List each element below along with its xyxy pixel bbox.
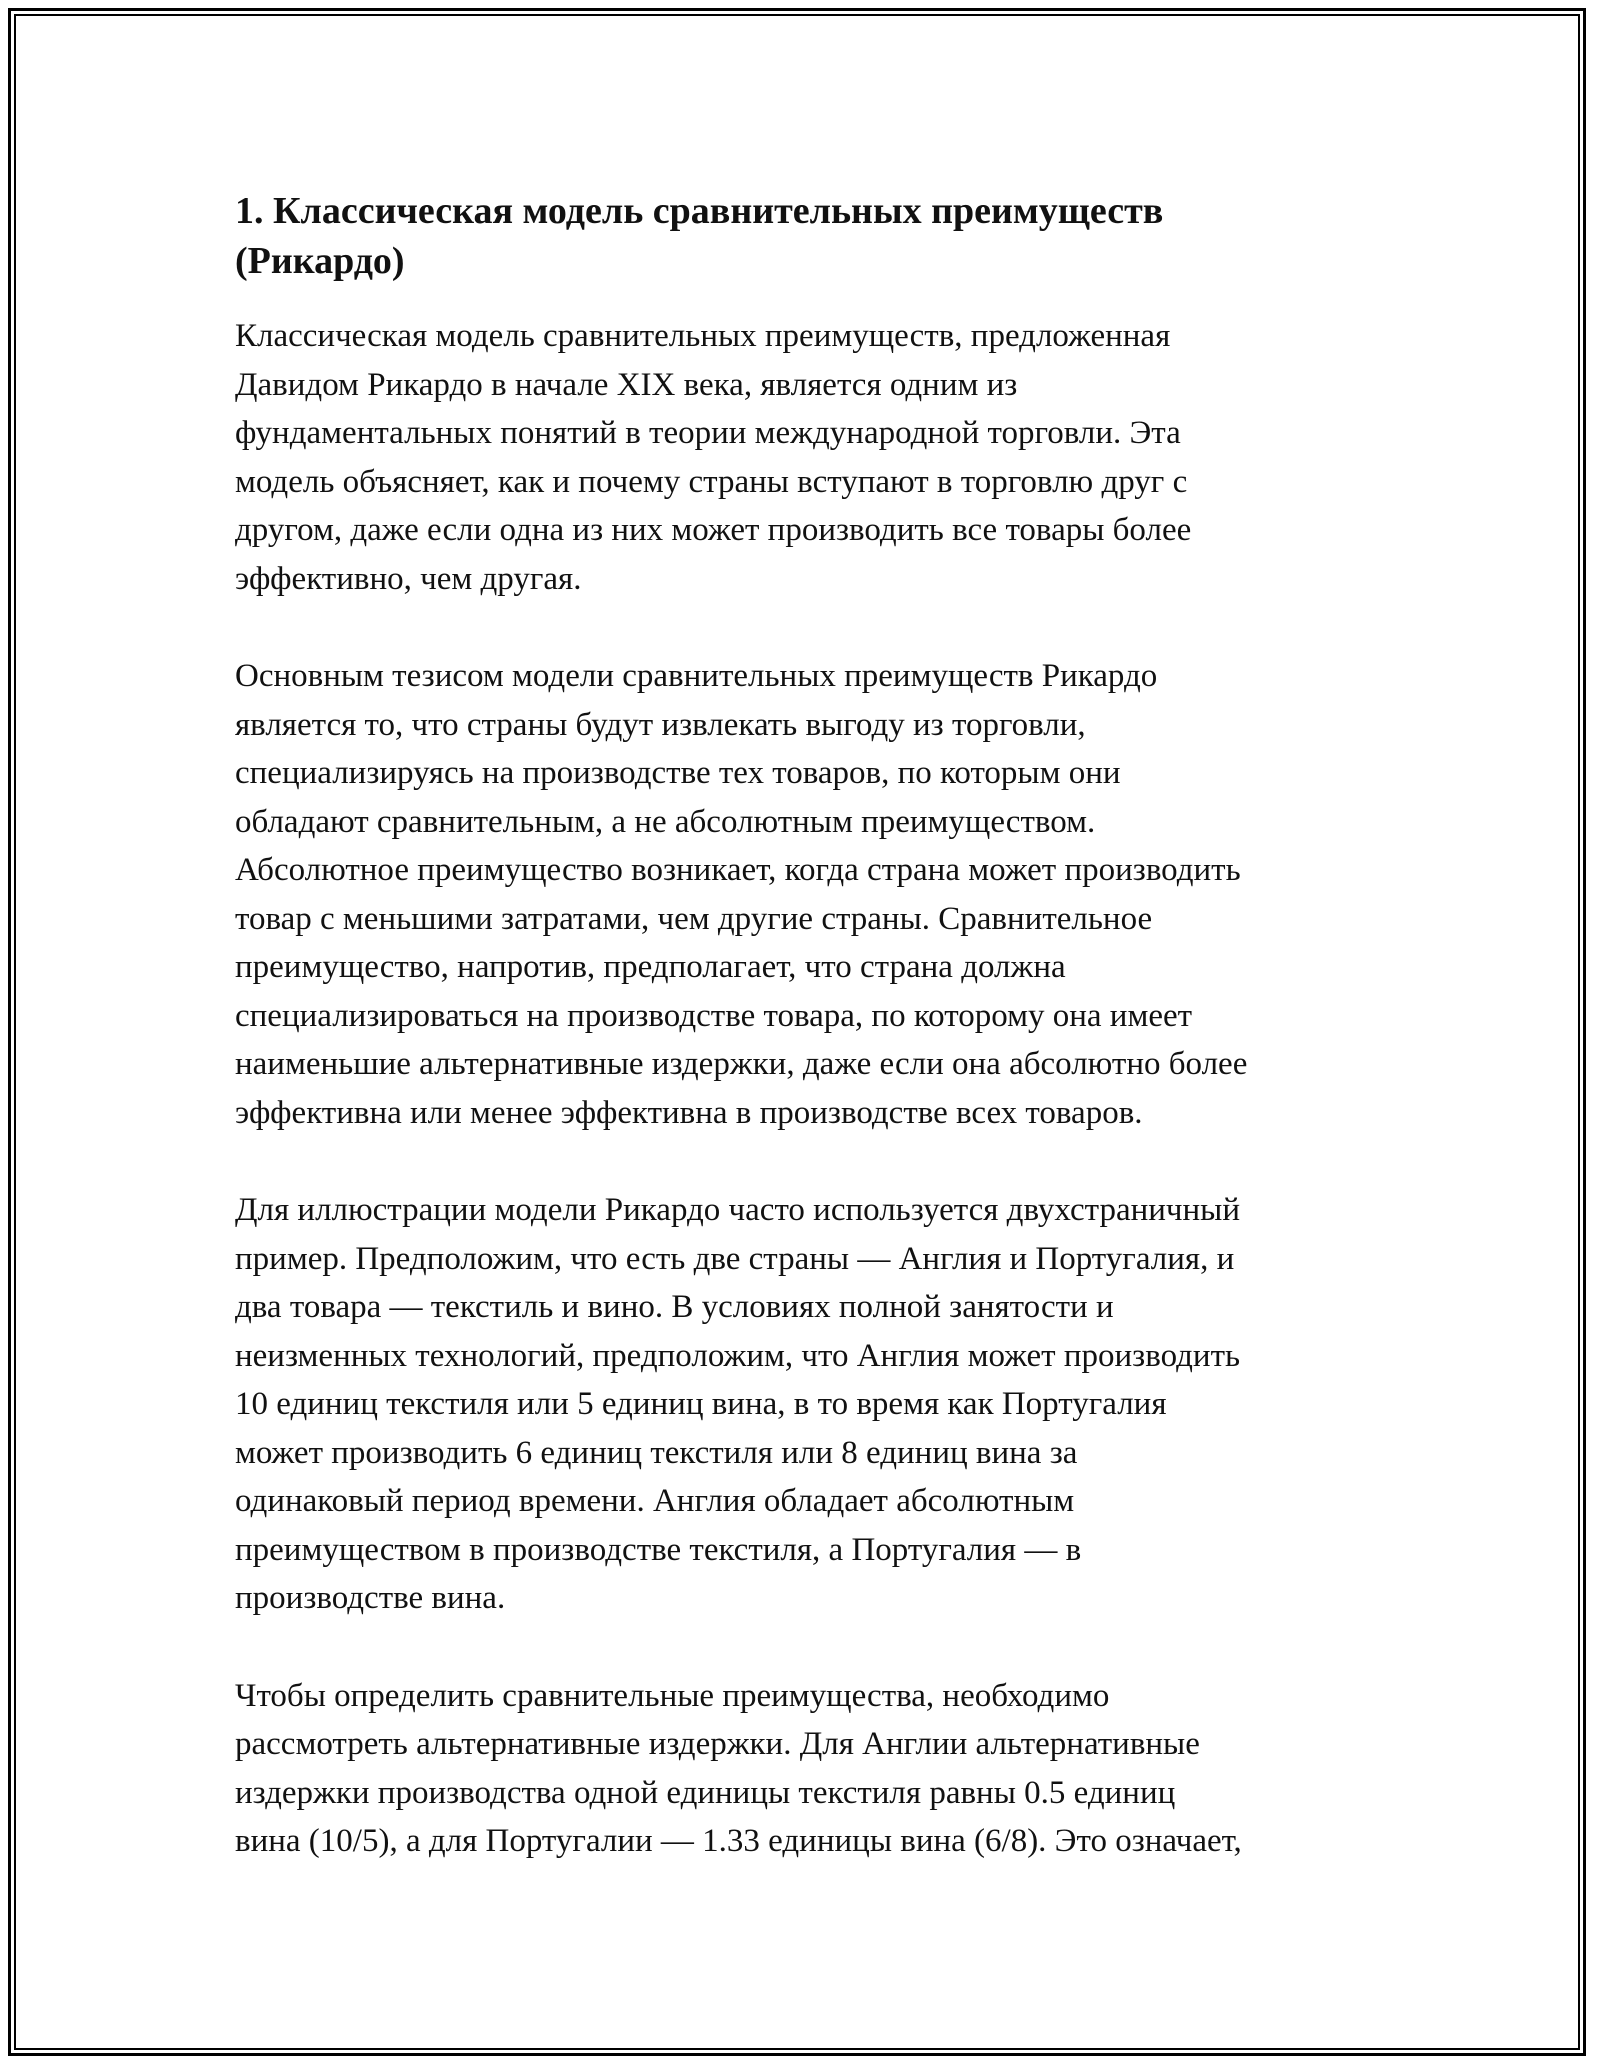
paragraph-line: Основным тезисом модели сравнительных преимуществ Рикардо <box>235 658 1158 694</box>
paragraph-line: специализироваться на производстве товара, по которому она имеет <box>235 997 1193 1034</box>
paragraph-line: производстве вина. <box>235 1580 506 1616</box>
paragraph-line: эффективна или менее эффективна в производстве всех товаров. <box>235 1094 1143 1131</box>
section-heading-line-2: (Рикардо) <box>235 240 405 282</box>
paragraph-line: эффективно, чем другая. <box>235 560 582 597</box>
document-content <box>235 186 1375 1915</box>
paragraph-2 <box>235 652 1375 1137</box>
paragraph-line: пример. Предположим, что есть две страны — Англия и Португалия, и <box>235 1240 1235 1277</box>
paragraph-1 <box>235 312 1375 603</box>
paragraph-line: является то, что страны будут извлекать выгоду из торговли, <box>235 706 1086 743</box>
paragraph-line: два товара — текстиль и вино. В условиях полной занятости и <box>235 1289 1114 1325</box>
paragraph-line: специализируясь на производстве тех товаров, по которым они <box>235 755 1121 791</box>
paragraph-line: обладают сравнительным, а не абсолютным преимуществом. <box>235 803 1096 840</box>
paragraph-line: неизменных технологий, предположим, что Англия может производить <box>235 1337 1241 1374</box>
paragraph-line: преимуществом в производстве текстиля, а Португалия — в <box>235 1531 1082 1568</box>
paragraph-line: Чтобы определить сравнительные преимущества, необходимо <box>235 1677 1110 1714</box>
paragraph-line: может производить 6 единиц текстиля или 8 единиц вина за <box>235 1434 1078 1471</box>
paragraph-line: товар с меньшими затратами, чем другие страны. Сравнительное <box>235 900 1153 937</box>
paragraph-line: преимущество, напротив, предполагает, что страна должна <box>235 949 1066 985</box>
paragraph-line: Классическая модель сравнительных преимуществ, предложенная <box>235 318 1171 354</box>
paragraph-3 <box>235 1186 1375 1623</box>
paragraph-line: вина (10/5), а для Португалии — 1.33 единицы вина (6/8). Это означает, <box>235 1823 1242 1859</box>
paragraph-line: издержки производства одной единицы текстиля равны 0.5 единиц <box>235 1774 1176 1811</box>
paragraph-line: одинаковый период времени. Англия обладает абсолютным <box>235 1483 1075 1519</box>
paragraph-4 <box>235 1672 1375 1866</box>
paragraph-line: наименьшие альтернативные издержки, даже если она абсолютно более <box>235 1046 1248 1082</box>
paragraph-line: Абсолютное преимущество возникает, когда страна может производить <box>235 852 1241 888</box>
paragraph-line: 10 единиц текстиля или 5 единиц вина, в то время как Португалия <box>235 1386 1167 1422</box>
paragraph-line: Для иллюстрации модели Рикардо часто используется двухстраничный <box>235 1192 1241 1228</box>
paragraph-line: другом, даже если одна из них может производить все товары более <box>235 512 1192 548</box>
section-heading-line-1: 1. Классическая модель сравнительных преимуществ <box>235 190 1164 232</box>
paragraph-line: модель объясняет, как и почему страны вступают в торговлю друг с <box>235 463 1188 500</box>
paragraph-line: фундаментальных понятий в теории международной торговли. Эта <box>235 415 1181 451</box>
paragraph-line: рассмотреть альтернативные издержки. Для Англии альтернативные <box>235 1726 1200 1762</box>
paragraph-line: Давидом Рикардо в начале XIX века, является одним из <box>235 366 1018 403</box>
section-heading <box>235 186 1375 286</box>
